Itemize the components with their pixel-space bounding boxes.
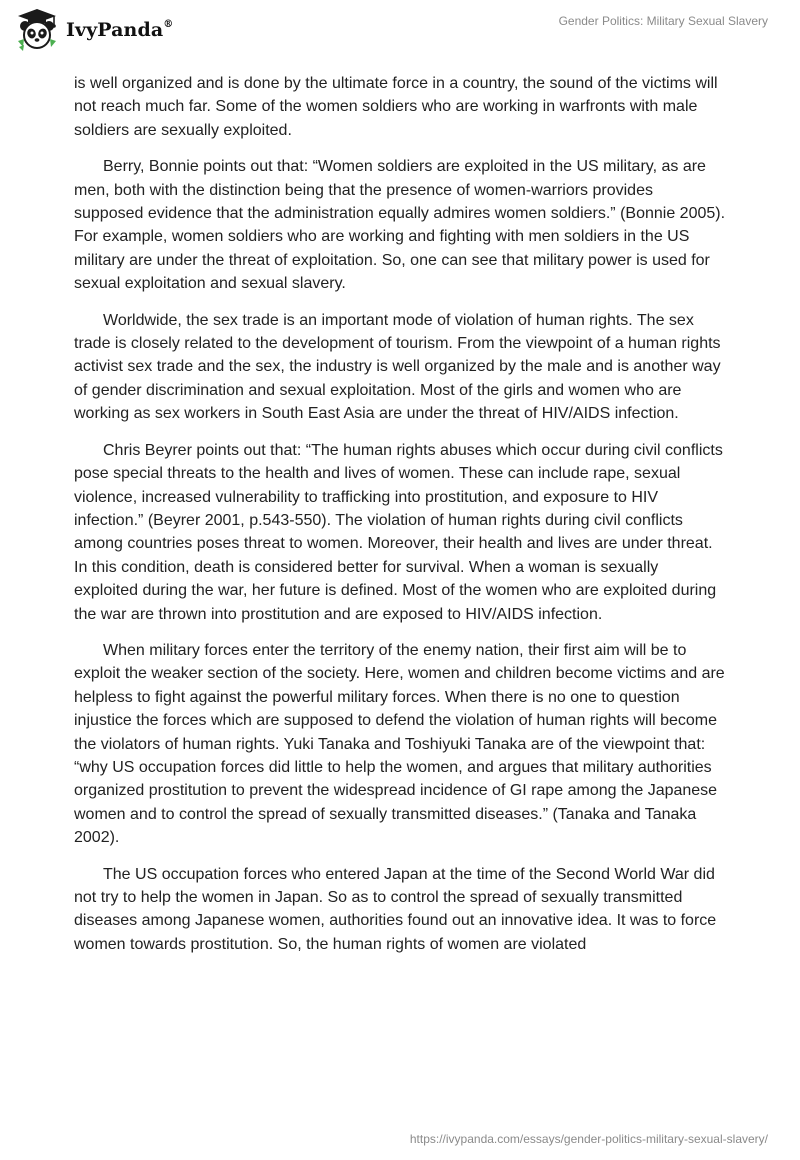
paragraph: Berry, Bonnie points out that: “Women soldiers are exploited in the US military, as are men, both with the distinction being that the presence of women-warriors provides supposed evidence that the administration equally admires women soldiers.” (Bonnie 2005). For example, women soldiers who are working and fighting with men soldiers in the US military are under the threat of exploitation. So, one can see that military power is used for sexual exploitation and sexual slavery. [74,158,726,293]
brand-name-text: IvyPanda [66,19,164,41]
page-header [0,0,800,68]
paragraph: Chris Beyrer points out that: “The human rights abuses which occur during civil conflicts pose special threats to the health and lives of women. These can include rape, sexual violence, increased vulnerability to trafficking into prostitution, and exposure to HIV infection.” (Beyrer 2001, p.543-550). The violation of human rights during civil conflicts among countries poses threat to women. Moreover, their health and lives are under threat. In this condition, death is considered better for survival. When a woman is sexually exploited during the war, her future is defined. Most of the women who are exploited during the war are thrown into prostitution and are exposed to HIV/AIDS infection. [74,441,723,623]
panda-graduate-icon [14,7,60,53]
brand-name [66,19,173,41]
paragraph: Worldwide, the sex trade is an important mode of violation of human rights. The sex trade is closely related to the development of tourism. From the viewpoint of a human rights activist sex trade and the sex, the industry is well organized by the male and is another way of gender discrimination and sexual exploitation. Most of the girls and women who are working as sex workers in South East Asia are under the threat of HIV/AIDS infection. [74,311,721,423]
document-title: Gender Politics: Military Sexual Slavery [558,14,768,28]
paragraph: The US occupation forces who entered Japan at the time of the Second World War did not try to help the women in Japan. So as to control the spread of sexually transmitted diseases among Japanese women, authorities found out an innovative idea. It was to force women towards prostitution. So, the human rights of women are violated [74,865,717,953]
source-url[interactable]: https://ivypanda.com/essays/gender-politics-military-sexual-slavery/ [409,1132,768,1146]
paragraph: When military forces enter the territory of the enemy nation, their first aim will be to exploit the weaker section of the society. Here, women and children become victims and are helpless to fight against the powerful military forces. When there is no one to question injustice the forces which are supposed to defend the violation of human rights will become the violators of human rights. Yuki Tanaka and Toshiyuki Tanaka are of the viewpoint that: “why US occupation forces did little to help the women, and argues that military authorities organized prostitution to prevent the widespread incidence of GI rape among the Japanese women and to control the spread of sexually transmitted diseases.” (Tanaka and Tanaka 2002). [74,641,725,847]
paragraph: is well organized and is done by the ultimate force in a country, the sound of the victims will not reach much far. Some of the women soldiers who are working in warfronts with male soldiers are sexually exploited. [74,75,718,139]
registered-mark: ® [163,18,174,30]
essay-body [74,72,726,969]
brand-logo[interactable] [14,7,173,53]
